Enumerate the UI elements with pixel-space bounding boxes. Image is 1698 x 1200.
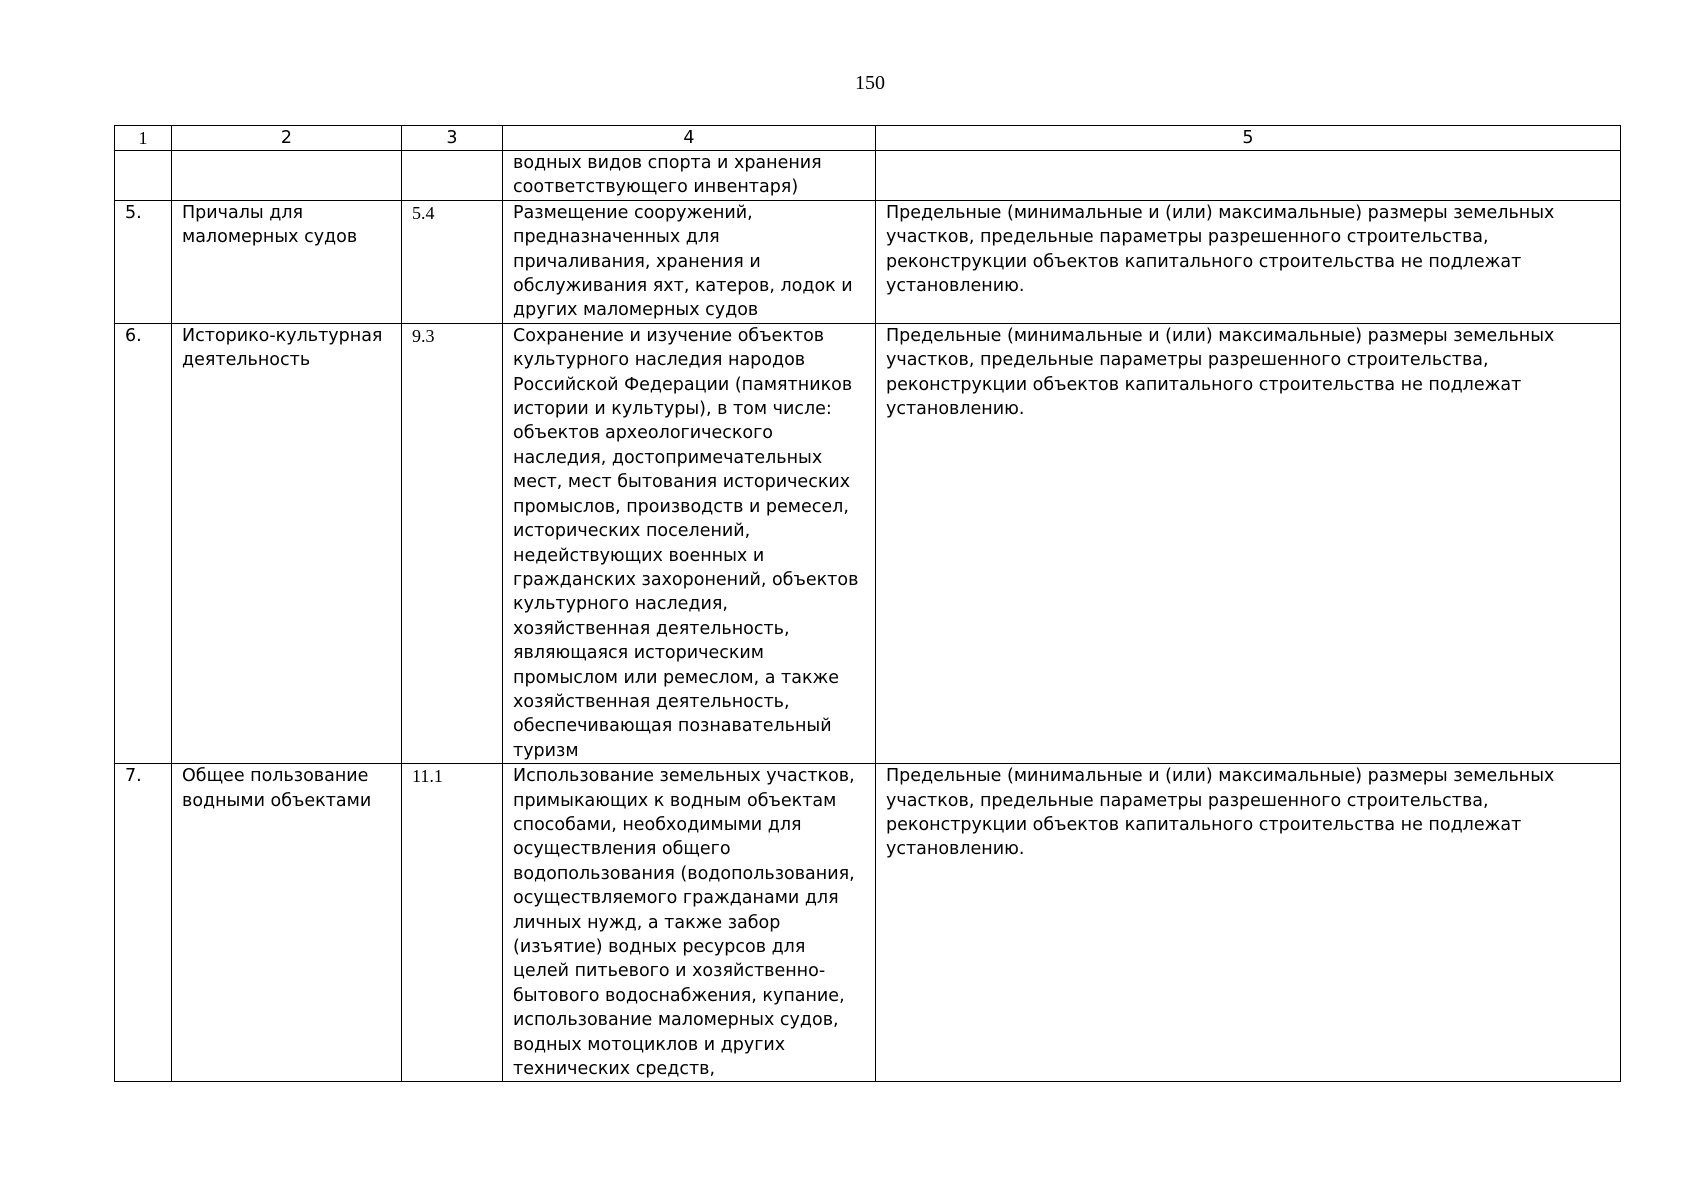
row-use-code: 11.1 <box>402 764 503 1082</box>
column-header-1: 1 <box>115 126 172 151</box>
column-header-3: 3 <box>402 126 503 151</box>
row-use-name: Причалы для маломерных судов <box>172 200 402 323</box>
land-use-table <box>114 125 1621 1082</box>
table-row <box>115 764 1621 1082</box>
row-use-description: Размещение сооружений, предназначенных для причаливания, хранения и обслуживания яхт, катеров, лодок и других маломерных судов <box>503 200 876 323</box>
column-number-row <box>115 126 1621 151</box>
row-use-code: 9.3 <box>402 323 503 763</box>
row-use-name: Историко-культурная деятельность <box>172 323 402 763</box>
column-header-5: 5 <box>876 126 1621 151</box>
row-number: 5. <box>115 200 172 323</box>
row-number: 7. <box>115 764 172 1082</box>
row-number: 6. <box>115 323 172 763</box>
row-use-description: Использование земельных участков, примыкающих к водным объектам способами, необходимыми для осуществления общего водопользования (водопользования, осуществляемого гражданами для личных нужд, а также забор (изъятие) водных ресурсов для целей питьевого и хозяйственно-бытового водоснабжения, купание, использование маломерных судов, водных мотоциклов и других технических средств, <box>503 764 876 1082</box>
row-use-name: Общее пользование водными объектами <box>172 764 402 1082</box>
column-header-2: 2 <box>172 126 402 151</box>
row-parameters: Предельные (минимальные и (или) максимальные) размеры земельных участков, предельные параметры разрешенного строительства, реконструкции объектов капитального строительства не подлежат установлению. <box>876 323 1621 763</box>
row-number <box>115 151 172 201</box>
table-row <box>115 200 1621 323</box>
table-row <box>115 323 1621 763</box>
row-use-code <box>402 151 503 201</box>
row-parameters <box>876 151 1621 201</box>
row-use-description: Сохранение и изучение объектов культурного наследия народов Российской Федерации (памятников истории и культуры), в том числе: объектов археологического наследия, достопримечательных мест, мест бытования исторических промыслов, производств и ремесел, исторических поселений, недействующих военных и гражданских захоронений, объектов культурного наследия, хозяйственная деятельность, являющаяся историческим промыслом или ремеслом, а также хозяйственная деятельность, обеспечивающая познавательный туризм <box>503 323 876 763</box>
row-parameters: Предельные (минимальные и (или) максимальные) размеры земельных участков, предельные параметры разрешенного строительства, реконструкции объектов капитального строительства не подлежат установлению. <box>876 200 1621 323</box>
table-row-continuation <box>115 151 1621 201</box>
row-use-description: водных видов спорта и хранения соответствующего инвентаря) <box>503 151 876 201</box>
row-use-code: 5.4 <box>402 200 503 323</box>
page-number: 150 <box>855 72 885 94</box>
row-parameters: Предельные (минимальные и (или) максимальные) размеры земельных участков, предельные параметры разрешенного строительства, реконструкции объектов капитального строительства не подлежат установлению. <box>876 764 1621 1082</box>
column-header-4: 4 <box>503 126 876 151</box>
row-use-name <box>172 151 402 201</box>
